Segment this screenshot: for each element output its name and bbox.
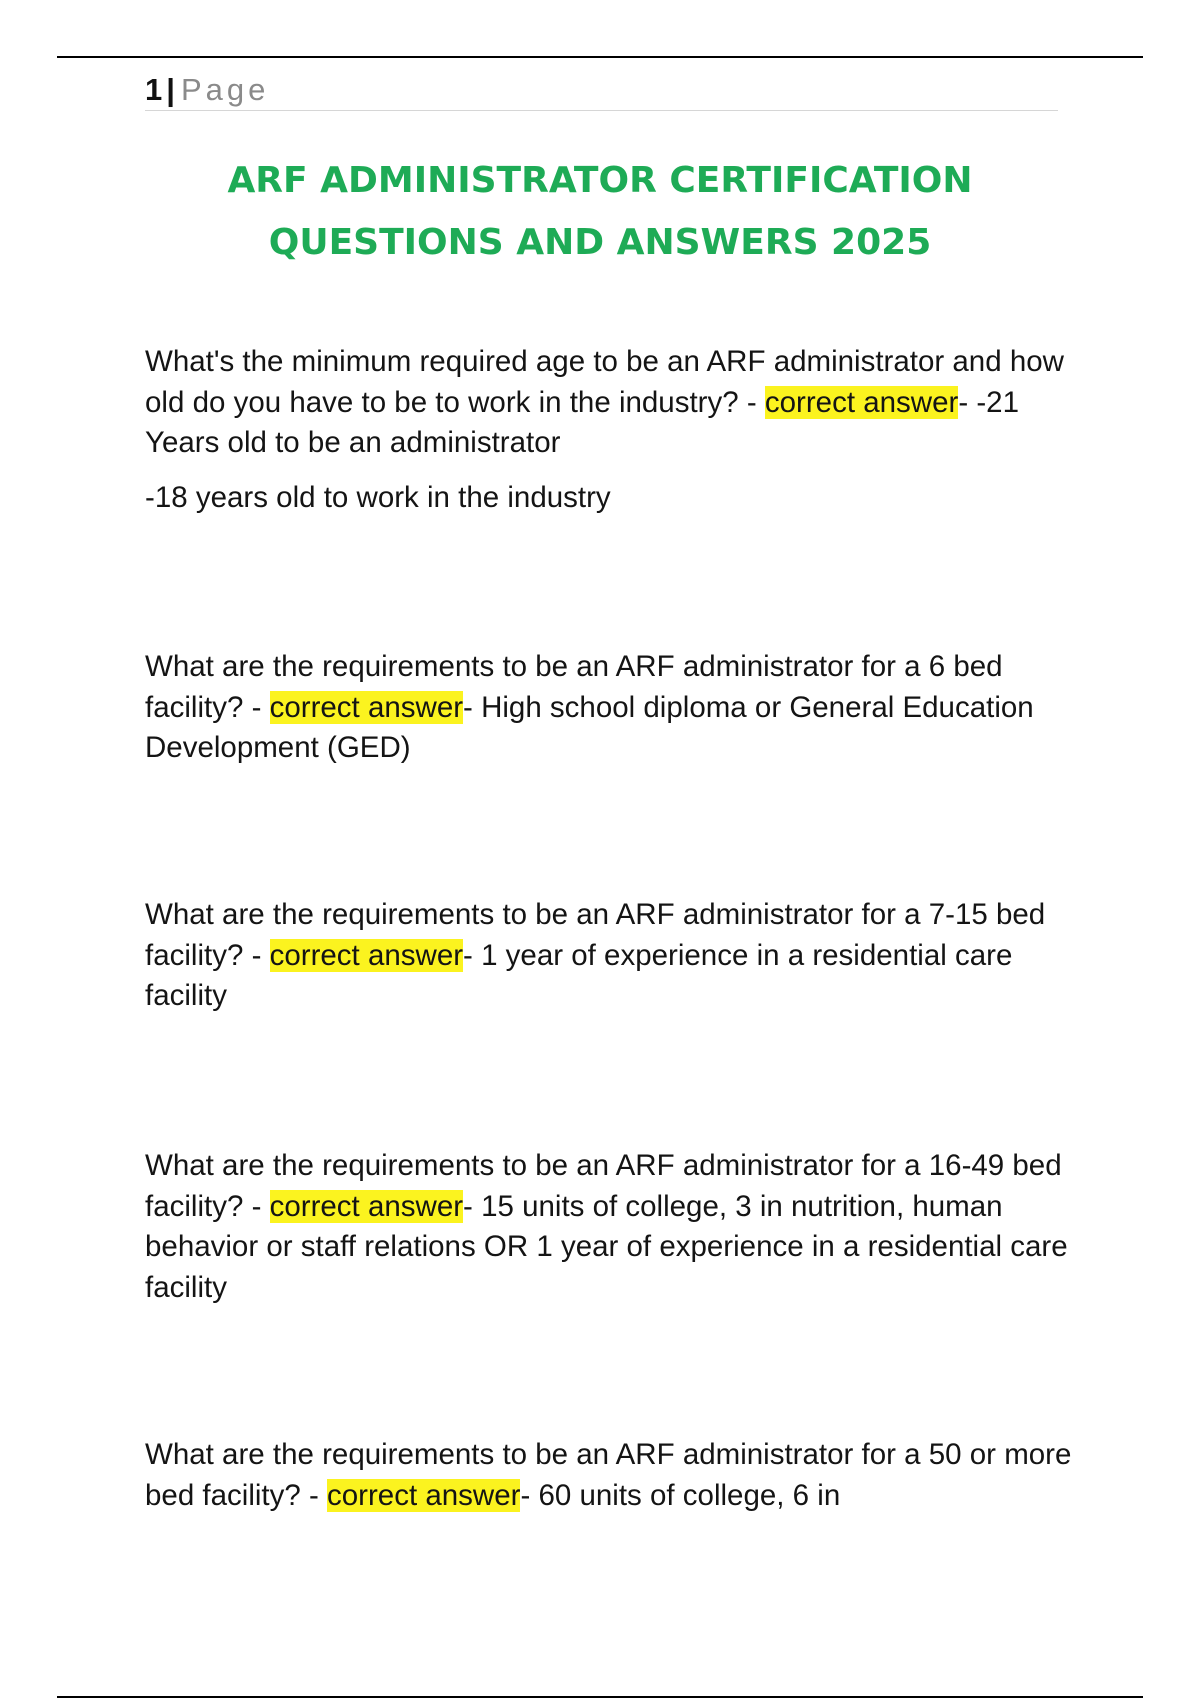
qa-item-5 [145, 1435, 1080, 1516]
answer-text: - High school diploma or General Education Development (GED) [145, 690, 1034, 764]
title-line-1: ARF ADMINISTRATOR CERTIFICATION [227, 160, 973, 201]
correct-answer-highlight: correct answer [269, 938, 464, 972]
answer-text: - 60 units of college, 6 in [520, 1478, 841, 1512]
qa-item-1 [145, 342, 1080, 518]
answer-text: - 15 units of college, 3 in nutrition, human behavior or staff relations OR 1 year of experience in a residential care facility [145, 1189, 1068, 1304]
page-header [145, 70, 1058, 111]
qa-item-4 [145, 1146, 1080, 1308]
qa-text [145, 342, 1080, 464]
qa-text [145, 895, 1080, 1017]
page-separator: | [166, 72, 175, 107]
qa-item-3 [145, 895, 1080, 1017]
qa-text [145, 1435, 1080, 1516]
qa-item-2 [145, 647, 1080, 769]
correct-answer-highlight: correct answer [269, 1189, 464, 1223]
page-label: Page [180, 72, 270, 107]
top-rule [57, 56, 1143, 58]
answer-text: - -21 Years old to be an administrator [145, 385, 1019, 459]
correct-answer-highlight: correct answer [327, 1478, 521, 1512]
correct-answer-highlight: correct answer [269, 690, 464, 724]
document-title [100, 150, 1100, 274]
correct-answer-highlight: correct answer [764, 385, 959, 419]
qa-text [145, 1146, 1080, 1308]
title-line-2: QUESTIONS AND ANSWERS 2025 [268, 222, 932, 263]
answer-text: - 1 year of experience in a residential care facility [145, 938, 1013, 1012]
bottom-rule [57, 1696, 1143, 1698]
question-text: What are the requirements to be an ARF administrator for a 6 bed facility? - [145, 650, 1003, 724]
question-text: What's the minimum required age to be an ARF administrator and how old do you have to be to work in the industry? - [145, 345, 1064, 419]
question-text: What are the requirements to be an ARF administrator for a 7-15 bed facility? - [145, 898, 1046, 972]
question-text: What are the requirements to be an ARF administrator for a 16-49 bed facility? - [145, 1149, 1062, 1223]
qa-text [145, 647, 1080, 769]
question-text: What are the requirements to be an ARF administrator for a 50 or more bed facility? - [145, 1438, 1072, 1512]
page-number: 1 [145, 72, 163, 107]
answer-extra-line: -18 years old to work in the industry [145, 480, 611, 514]
